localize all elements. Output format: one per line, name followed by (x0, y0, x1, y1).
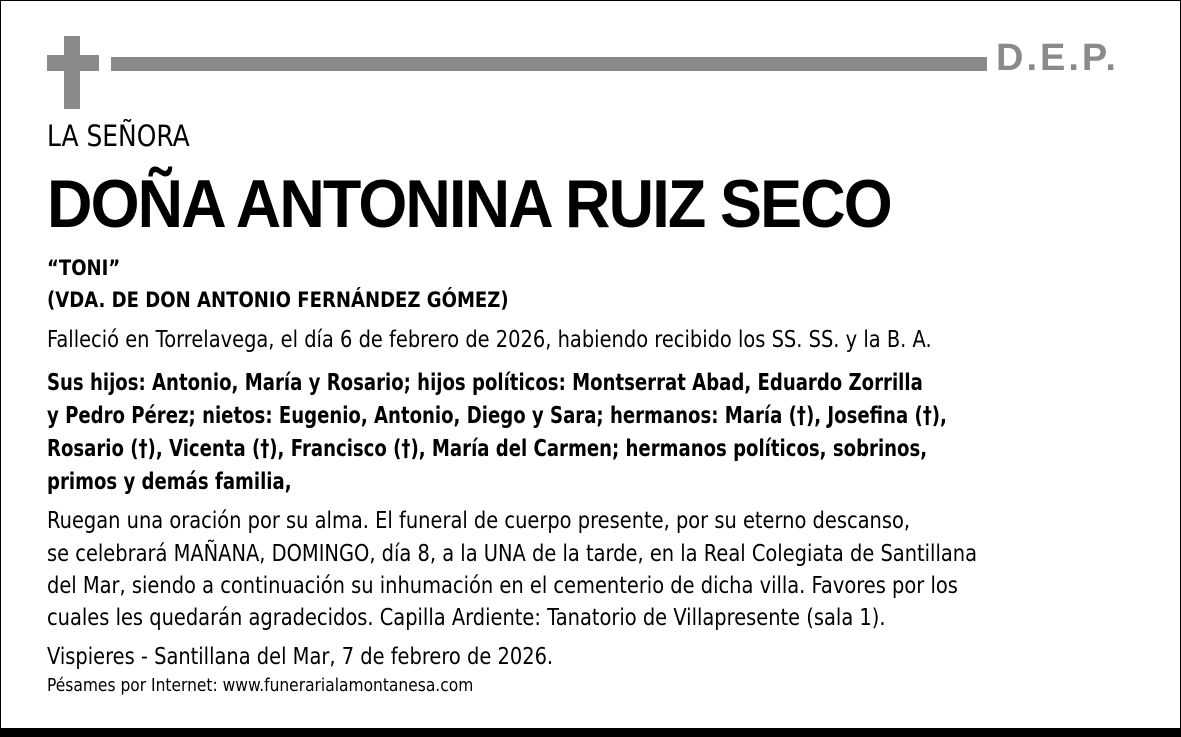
dep-label: D.E.P. (996, 37, 1119, 79)
condolences-url: Pésames por Internet: www.funerarialamontanesa.com (47, 675, 474, 696)
funeral-line: se celebrará MAÑANA, DOMINGO, día 8, a la UNA de la tarde, en la Real Colegiata de Santillana (47, 541, 978, 567)
title-prefix: LA SEÑORA (47, 119, 190, 153)
cross-icon (47, 36, 99, 109)
family-line: primos y demás familia, (47, 469, 292, 495)
header-rule (111, 57, 987, 71)
funeral-line: Ruegan una oración por su alma. El funeral de cuerpo presente, por su eterno descanso, (47, 508, 911, 534)
family-line: Sus hijos: Antonio, María y Rosario; hijos políticos: Montserrat Abad, Eduardo Zorrilla (47, 370, 923, 396)
deceased-name: DOÑA ANTONINA RUIZ SECO (47, 166, 891, 242)
death-line: Falleció en Torrelavega, el día 6 de febrero de 2026, habiendo recibido los SS. SS. y la B. A. (47, 327, 932, 353)
funeral-line: cuales les quedarán agradecidos. Capilla Ardiente: Tanatorio de Villapresente (sala 1). (47, 605, 886, 631)
bottom-rule (0, 728, 1181, 737)
family-line: y Pedro Pérez; nietos: Eugenio, Antonio, Diego y Sara; hermanos: María (†), Josefina (†), (47, 403, 947, 429)
family-line: Rosario (†), Vicenta (†), Francisco (†), María del Carmen; hermanos políticos, sobrinos, (47, 436, 928, 462)
place-date: Vispieres - Santillana del Mar, 7 de febrero de 2026. (47, 644, 554, 670)
funeral-line: del Mar, siendo a continuación su inhumación en el cementerio de dicha villa. Favores por los (47, 573, 958, 599)
widow-of: (VDA. DE DON ANTONIO FERNÁNDEZ GÓMEZ) (47, 288, 509, 312)
nickname: “TONI” (47, 256, 121, 280)
